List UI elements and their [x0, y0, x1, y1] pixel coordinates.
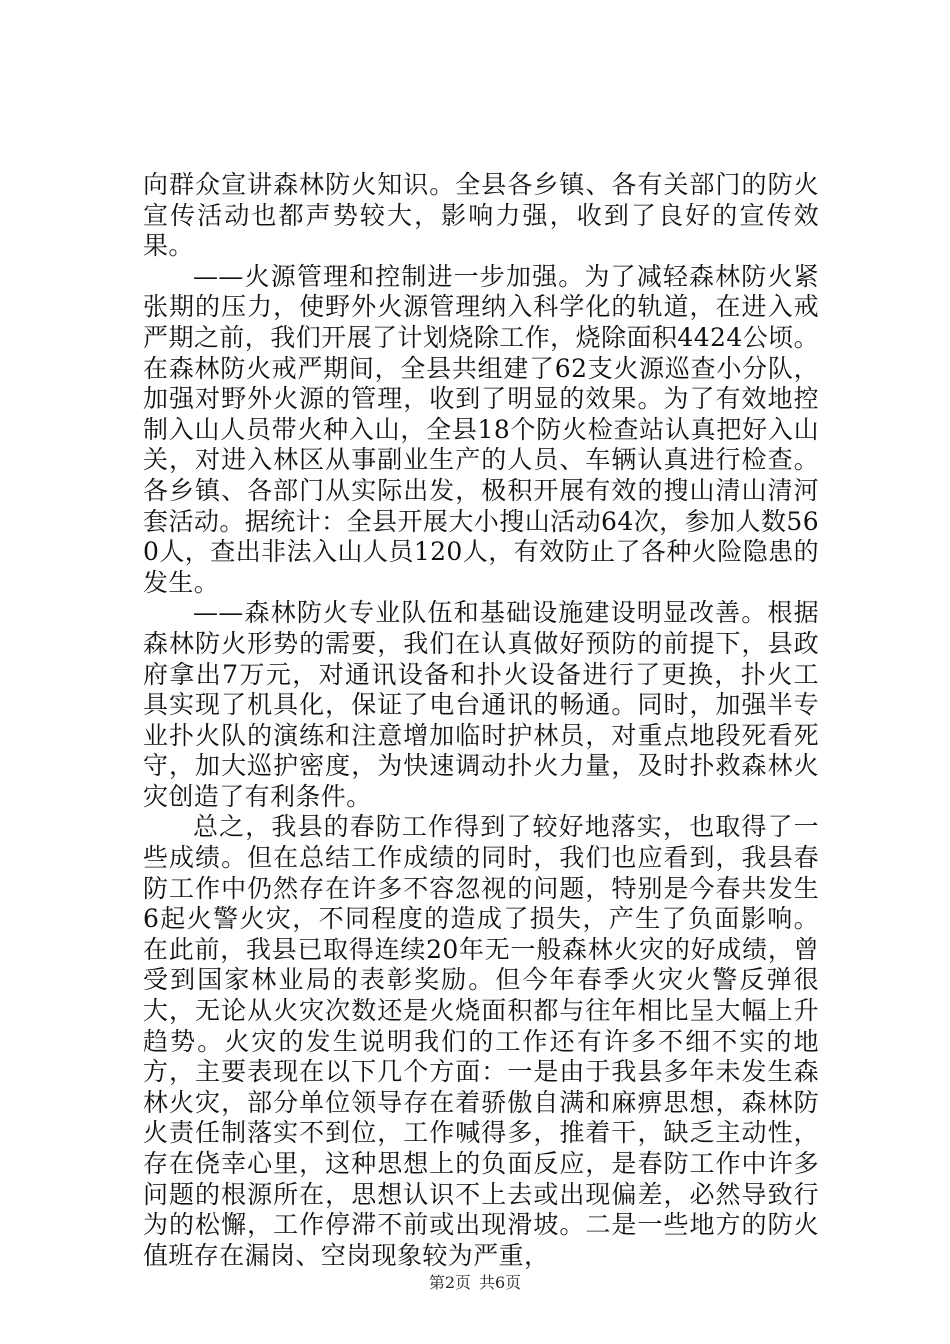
paragraph-summary-problems: 总之，我县的春防工作得到了较好地落实，也取得了一些成绩。但在总结工作成绩的同时，我们也应看到，我县春防工作中仍然存在许多不容忽视的问题，特别是今春共发生6起火警火灾，不同程度的造成了损失，产生了负面影响。在此前，我县已取得连续20年无一般森林火灾的好成绩，曾受到国家林业局的表彰奖励。但今年春季火灾火警反弹很大，无论从火灾次数还是火烧面积都与往年相比呈大幅上升趋势。火灾的发生说明我们的工作还有许多不细不实的地方，主要表现在以下几个方面：一是由于我县多年未发生森林火灾，部分单位领导存在着骄傲自满和麻痹思想，森林防火责任制落实不到位，工作喊得多，推着干，缺乏主动性，存在侥幸心里，这种思想上的负面反应，是春防工作中许多问题的根源所在，思想认识不上去或出现偏差，必然导致行为的松懈，工作停滞不前或出现滑坡。二是一些地方的防火值班存在漏岗、空岗现象较为严重， [143, 812, 819, 1270]
paragraph-continuation: 向群众宣讲森林防火知识。全县各乡镇、各有关部门的防火宣传活动也都声势较大，影响力强，收到了良好的宣传效果。 [143, 170, 819, 261]
paragraph-fire-source-management: ——火源管理和控制进一步加强。为了减轻森林防火紧张期的压力，使野外火源管理纳入科学化的轨道，在进入戒严期之前，我们开展了计划烧除工作，烧除面积4424公顷。在森林防火戒严期间，全县共组建了62支火源巡查小分队，加强对野外火源的管理，收到了明显的效果。为了有效地控制入山人员带火种入山，全县18个防火检查站认真把好入山关，对进入林区从事副业生产的人员、车辆认真进行检查。各乡镇、各部门从实际出发，极积开展有效的搜山清山清河套活动。据统计：全县开展大小搜山活动64次，参加人数560人，查出非法入山人员120人，有效防止了各种火险隐患的发生。 [143, 261, 819, 597]
page-footer [0, 1273, 950, 1293]
paragraph-firefighting-team-infrastructure: ——森林防火专业队伍和基础设施建设明显改善。根据森林防火形势的需要，我们在认真做好预防的前提下，县政府拿出7万元，对通讯设备和扑火设备进行了更换，扑火工具实现了机具化，保证了电台通讯的畅通。同时，加强半专业扑火队的演练和注意增加临时护林员，对重点地段死看死守，加大巡护密度，为快速调动扑火力量，及时扑救森林火灾创造了有利条件。 [143, 598, 819, 811]
document-body [143, 170, 819, 1271]
page-total: 共6页 [479, 1273, 522, 1292]
page-number: 第2页 [428, 1273, 471, 1292]
